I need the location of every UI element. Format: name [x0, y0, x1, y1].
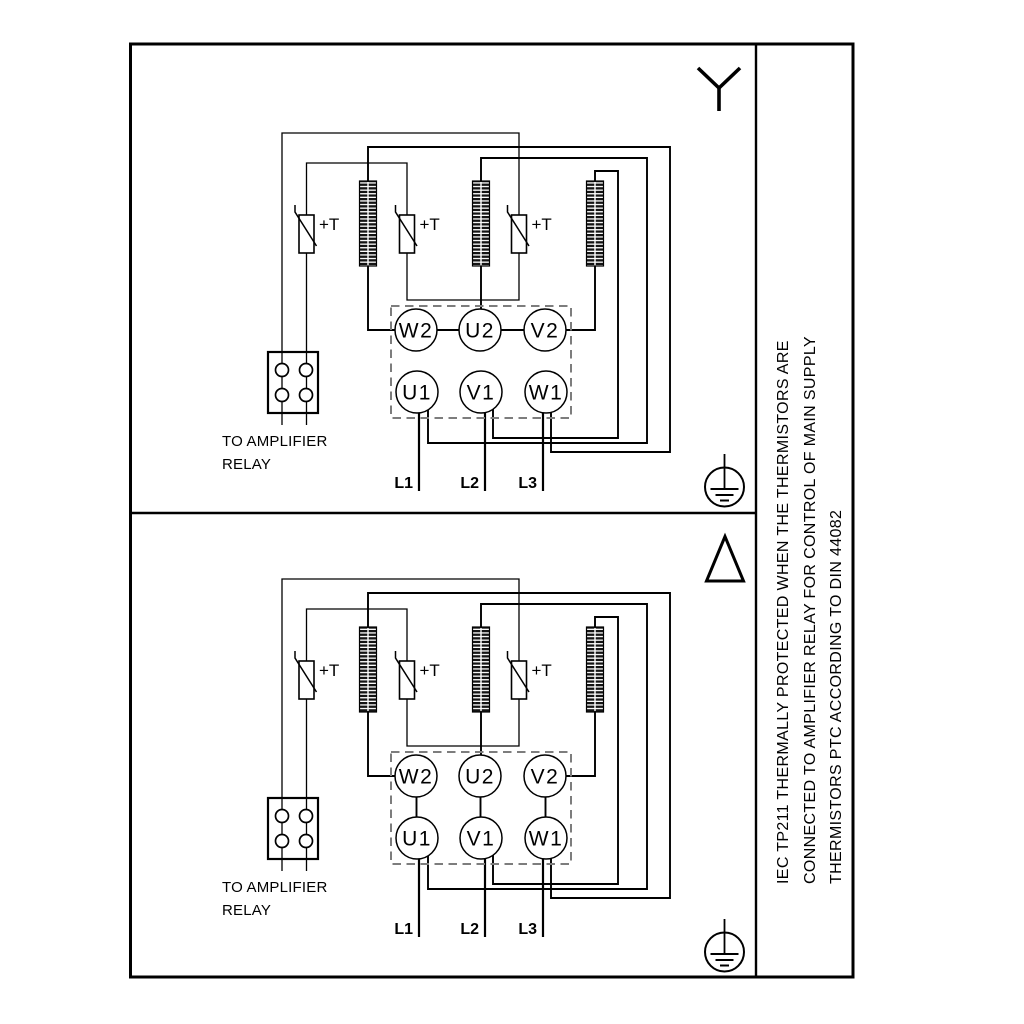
amplifier-relay-block [268, 798, 318, 859]
relay-contact [276, 364, 289, 377]
delta-connection-icon [707, 537, 744, 582]
ptc-thermistor-icon [508, 651, 552, 699]
terminal-label: V1 [466, 381, 496, 405]
side-note-text [771, 336, 851, 884]
relay-contact [276, 835, 289, 848]
side-note-line3: THERMISTORS PTC ACCORDING TO DIN 44082 [828, 509, 845, 884]
terminal-label: V2 [530, 765, 560, 789]
thermistor-label: +T [531, 661, 552, 680]
terminal-u2 [459, 309, 501, 351]
terminal-label: U2 [465, 319, 495, 343]
relay-contact [300, 810, 313, 823]
terminal-label: W1 [528, 827, 564, 851]
supply-line-label: L2 [460, 475, 479, 492]
thermistor-label: +T [531, 215, 552, 234]
relay-outline [268, 352, 318, 413]
relay-contact [300, 835, 313, 848]
terminal-label: V1 [466, 827, 496, 851]
side-note-line1: IEC TP211 THERMALLY PROTECTED WHEN THE THERMISTORS ARE [775, 340, 792, 884]
terminal-v2 [524, 309, 566, 351]
side-note-line2: CONNECTED TO AMPLIFIER RELAY FOR CONTROL OF MAIN SUPPLY [801, 336, 819, 884]
relay-caption-line2: RELAY [222, 455, 272, 473]
ptc-thermistor-icon [396, 651, 440, 699]
terminal-w1 [525, 817, 567, 859]
thermistor-label: +T [419, 215, 440, 234]
ptc-thermistor-icon [396, 205, 440, 253]
terminal-label: U1 [402, 381, 432, 405]
terminal-v1 [460, 817, 502, 859]
thermistor-chain-wire [407, 253, 519, 300]
terminal-w2 [395, 755, 437, 797]
thermistor-chain-wire [307, 163, 408, 215]
star-connection-icon [698, 68, 740, 111]
terminal-label: W2 [398, 319, 434, 343]
star-arm [719, 68, 740, 88]
winding-bottom-wire [566, 712, 595, 776]
motor-winding-icon [360, 627, 377, 712]
terminal-label: W1 [528, 381, 564, 405]
relay-caption-delta [222, 877, 327, 922]
terminal-v2 [524, 755, 566, 797]
terminal-label: V2 [530, 319, 560, 343]
terminal-label: U1 [402, 827, 432, 851]
earth-ground-icon [705, 919, 744, 972]
ptc-thermistor-icon [295, 205, 339, 253]
ptc-thermistor-icon [508, 205, 552, 253]
winding-bottom-wire [368, 712, 395, 776]
relay-caption-line2: RELAY [222, 901, 272, 919]
motor-winding-icon [473, 627, 490, 712]
winding-bottom-wire [566, 266, 595, 330]
relay-caption-line1: TO AMPLIFIER [222, 879, 328, 896]
relay-outline [268, 798, 318, 859]
winding-bottom-wire [368, 266, 395, 330]
relay-contact [276, 389, 289, 402]
terminal-w2 [395, 309, 437, 351]
terminal-label: W2 [398, 765, 434, 789]
amplifier-relay-block [268, 352, 318, 413]
supply-line-label: L1 [394, 475, 413, 492]
motor-winding-icon [587, 181, 604, 266]
terminal-v1 [460, 371, 502, 413]
delta-panel [268, 537, 744, 972]
ptc-thermistor-icon [295, 651, 339, 699]
relay-contact [300, 389, 313, 402]
thermistor-chain-wire [307, 609, 408, 661]
earth-ground-icon [705, 454, 744, 507]
star-panel [268, 68, 744, 507]
thermistor-label: +T [419, 661, 440, 680]
motor-winding-icon [360, 181, 377, 266]
supply-line-label: L3 [518, 475, 537, 492]
relay-contact [276, 810, 289, 823]
terminal-u2 [459, 755, 501, 797]
thermistor-label: +T [319, 215, 340, 234]
relay-caption-star [222, 431, 327, 476]
terminal-u1 [396, 371, 438, 413]
terminal-w1 [525, 371, 567, 413]
supply-line-label: L3 [518, 921, 537, 938]
terminal-label: U2 [465, 765, 495, 789]
relay-contact [300, 364, 313, 377]
relay-caption-line1: TO AMPLIFIER [222, 433, 328, 450]
motor-winding-icon [473, 181, 490, 266]
terminal-u1 [396, 817, 438, 859]
thermistor-label: +T [319, 661, 340, 680]
motor-winding-icon [587, 627, 604, 712]
supply-line-label: L2 [460, 921, 479, 938]
supply-line-label: L1 [394, 921, 413, 938]
thermistor-chain-wire [407, 699, 519, 746]
star-arm [698, 68, 719, 88]
